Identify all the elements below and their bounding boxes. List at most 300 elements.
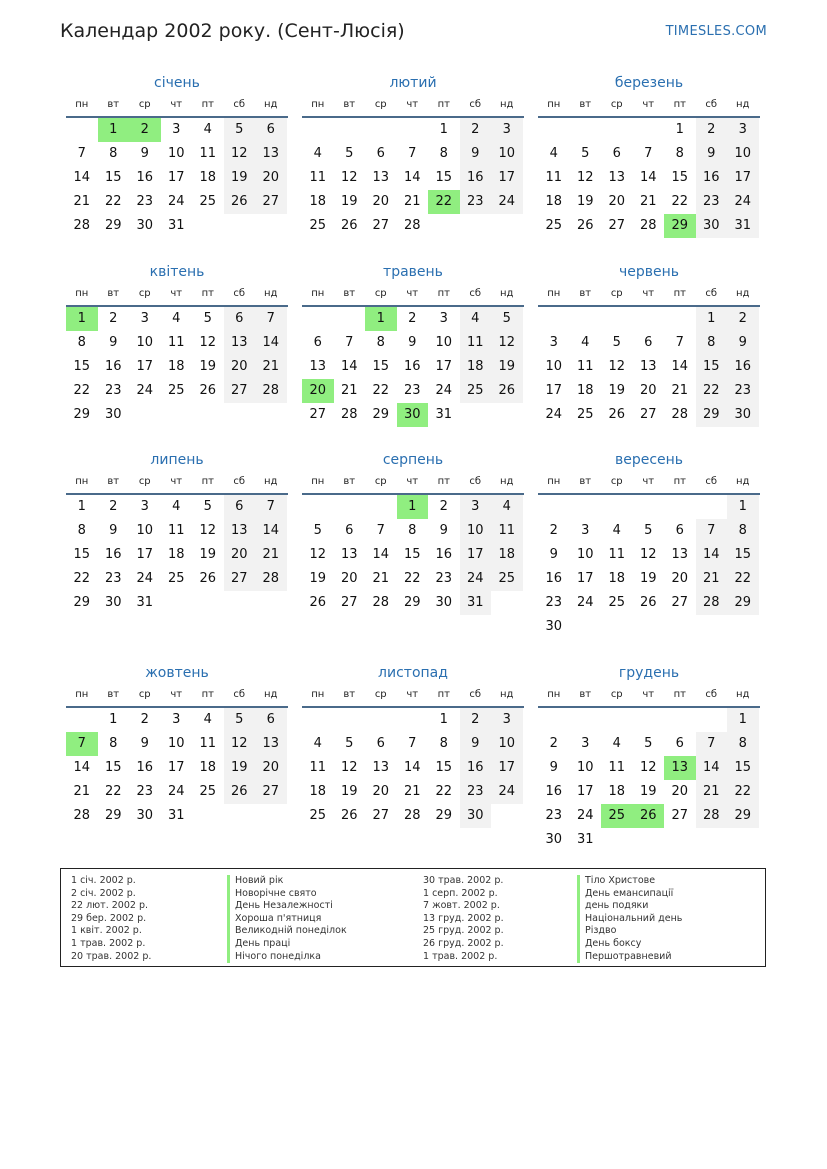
legend-entry: 1 січ. 2002 р.: [71, 875, 136, 886]
month-block: [66, 662, 288, 828]
day-cell: 2: [109, 311, 118, 326]
day-cell: 16: [545, 571, 563, 586]
empty-cell: [727, 828, 759, 852]
month-block: [538, 662, 760, 852]
day-cell: 27: [639, 407, 657, 422]
day-cell: 2: [439, 499, 448, 514]
day-cell: 9: [109, 523, 118, 538]
weekday-label: чт: [642, 99, 655, 110]
day-cell: 26: [340, 808, 358, 823]
empty-cell: [460, 214, 492, 238]
day-cell: 6: [612, 146, 621, 161]
day-cell: 29: [696, 403, 728, 427]
day-cell: 14: [671, 359, 689, 374]
empty-cell: [664, 615, 696, 639]
day-cell: 12: [199, 523, 217, 538]
day-cell: 30: [104, 595, 122, 610]
week-row: [538, 756, 760, 780]
weekday-label: сб: [705, 288, 718, 299]
day-cell: 8: [675, 146, 684, 161]
week-row: [538, 403, 760, 427]
day-cell: 29: [435, 808, 453, 823]
day-cell: 20: [340, 571, 358, 586]
month-name: березень: [614, 75, 684, 91]
legend-entry: 1 трав. 2002 р.: [71, 937, 146, 949]
weekday-label: сб: [233, 476, 246, 487]
day-cell: 31: [727, 214, 759, 238]
week-row: [538, 495, 760, 519]
day-cell: 23: [136, 194, 154, 209]
weekday-label: нд: [264, 99, 278, 110]
day-cell: 21: [403, 194, 421, 209]
day-cell: 26: [224, 780, 256, 804]
week-row: [302, 567, 524, 591]
empty-cell: [334, 495, 366, 519]
day-cell: 16: [104, 547, 122, 562]
day-cell: 9: [549, 760, 558, 775]
legend-entry: Новий рік: [227, 875, 347, 888]
weekday-label: сб: [705, 99, 718, 110]
empty-cell: [365, 118, 397, 142]
weekday-label: вт: [579, 476, 592, 487]
weekday-label: пт: [437, 99, 450, 110]
day-cell: 20: [671, 784, 689, 799]
day-cell: 18: [167, 547, 185, 562]
day-cell: 28: [696, 804, 728, 828]
day-cell: 29: [727, 804, 759, 828]
week-row: [302, 142, 524, 166]
day-cell: 25: [309, 808, 327, 823]
weekday-header: [538, 684, 760, 708]
day-cell: 2: [549, 736, 558, 751]
day-cell: 13: [340, 547, 358, 562]
day-cell: 21: [255, 355, 287, 379]
day-cell: 25: [576, 407, 594, 422]
empty-cell: [601, 495, 633, 519]
legend-dates-left: [71, 875, 151, 963]
day-cell: 20: [639, 383, 657, 398]
day-cell: 1: [675, 122, 684, 137]
empty-cell: [66, 118, 98, 142]
empty-cell: [224, 591, 256, 615]
day-cell: 27: [255, 780, 287, 804]
day-cell: 22: [73, 571, 91, 586]
empty-cell: [696, 615, 728, 639]
day-cell: 4: [172, 311, 181, 326]
week-row: [538, 118, 760, 142]
weekday-label: нд: [500, 99, 514, 110]
empty-cell: [601, 615, 633, 639]
month-name: квітень: [149, 264, 205, 280]
day-cell: 17: [435, 359, 453, 374]
day-cell: 25: [491, 567, 523, 591]
weekday-label: пт: [201, 288, 214, 299]
empty-cell: [633, 828, 665, 852]
week-row: [538, 828, 760, 852]
empty-cell: [664, 708, 696, 732]
weekday-label: пн: [311, 288, 325, 299]
day-cell: 7: [644, 146, 653, 161]
day-cell: 7: [255, 307, 287, 331]
day-cell: 6: [675, 736, 684, 751]
day-cell: 15: [104, 170, 122, 185]
legend-entry: 2 січ. 2002 р.: [71, 887, 136, 899]
day-cell: 10: [727, 142, 759, 166]
day-cell: 16: [435, 547, 453, 562]
day-cell: 5: [345, 146, 354, 161]
day-cell: 3: [727, 118, 759, 142]
legend-entry: День Незалежності: [227, 900, 347, 913]
weekday-label: ср: [138, 476, 151, 487]
day-cell: 4: [203, 712, 212, 727]
weekday-label: сб: [469, 476, 482, 487]
day-cell: 12: [340, 170, 358, 185]
day-cell: 7: [77, 146, 86, 161]
weekday-label: пт: [673, 99, 686, 110]
day-cell: 26: [576, 218, 594, 233]
week-row: [302, 591, 524, 615]
weekday-label: нд: [736, 288, 750, 299]
week-row: [66, 804, 288, 828]
weekday-header: [66, 283, 288, 307]
month-name: грудень: [618, 665, 680, 681]
day-cell: 17: [460, 543, 492, 567]
empty-cell: [192, 591, 224, 615]
day-cell: 23: [104, 383, 122, 398]
week-row: [538, 804, 760, 828]
day-cell: 1: [98, 118, 130, 142]
day-cell: 19: [639, 571, 657, 586]
day-cell: 5: [224, 118, 256, 142]
day-cell: 6: [224, 495, 256, 519]
empty-cell: [633, 708, 665, 732]
day-cell: 4: [172, 499, 181, 514]
legend-entry: Тіло Христове: [577, 875, 682, 888]
day-cell: 7: [376, 523, 385, 538]
day-cell: 28: [403, 218, 421, 233]
day-cell: 6: [224, 307, 256, 331]
day-cell: 15: [727, 543, 759, 567]
week-row: [302, 519, 524, 543]
day-cell: 23: [727, 379, 759, 403]
day-cell: 28: [73, 218, 91, 233]
day-cell: 5: [644, 523, 653, 538]
day-cell: 8: [439, 146, 448, 161]
day-cell: 23: [545, 808, 563, 823]
week-row: [66, 543, 288, 567]
day-cell: 4: [203, 122, 212, 137]
day-cell: 27: [224, 379, 256, 403]
weekday-header: [538, 471, 760, 495]
day-cell: 8: [696, 331, 728, 355]
day-cell: 7: [696, 732, 728, 756]
day-cell: 17: [545, 383, 563, 398]
legend-entry: Великодній понеділок: [227, 925, 347, 938]
day-cell: 15: [372, 359, 390, 374]
day-cell: 4: [612, 736, 621, 751]
empty-cell: [570, 118, 602, 142]
empty-cell: [224, 804, 256, 828]
weekday-label: пн: [547, 476, 561, 487]
empty-cell: [491, 214, 523, 238]
weekday-label: пн: [75, 288, 89, 299]
month-block: [302, 261, 524, 427]
day-cell: 1: [439, 122, 448, 137]
day-cell: 14: [340, 359, 358, 374]
legend-entry: 1 трав. 2002 р.: [423, 950, 498, 962]
day-cell: 17: [167, 760, 185, 775]
weekday-label: нд: [500, 476, 514, 487]
month-name: липень: [150, 452, 204, 468]
day-cell: 3: [549, 335, 558, 350]
day-cell: 6: [255, 708, 287, 732]
weekday-label: пн: [547, 288, 561, 299]
day-cell: 11: [309, 170, 327, 185]
week-row: [66, 166, 288, 190]
week-row: [302, 214, 524, 238]
weekday-label: сб: [705, 476, 718, 487]
week-row: [538, 190, 760, 214]
day-cell: 3: [172, 122, 181, 137]
day-cell: 3: [172, 712, 181, 727]
day-cell: 9: [549, 547, 558, 562]
weekday-header: [538, 94, 760, 118]
day-cell: 24: [576, 595, 594, 610]
empty-cell: [633, 118, 665, 142]
week-row: [538, 732, 760, 756]
day-cell: 1: [727, 495, 759, 519]
weekday-label: ср: [374, 288, 387, 299]
day-cell: 20: [302, 379, 334, 403]
day-cell: 11: [199, 736, 217, 751]
weekday-label: ср: [138, 288, 151, 299]
day-cell: 19: [608, 383, 626, 398]
legend-entry: Нічого понеділка: [227, 951, 347, 964]
day-cell: 14: [255, 331, 287, 355]
day-cell: 9: [696, 142, 728, 166]
day-cell: 16: [727, 355, 759, 379]
day-cell: 25: [460, 379, 492, 403]
weekday-label: чт: [642, 288, 655, 299]
weekday-label: пт: [201, 99, 214, 110]
weekday-label: ср: [138, 689, 151, 700]
day-cell: 3: [140, 499, 149, 514]
empty-cell: [255, 804, 287, 828]
day-cell: 8: [77, 335, 86, 350]
site-link[interactable]: TIMESLES.COM: [665, 24, 767, 39]
weekday-label: вт: [107, 476, 120, 487]
day-cell: 12: [608, 359, 626, 374]
weekday-label: чт: [170, 288, 183, 299]
week-row: [66, 142, 288, 166]
day-cell: 30: [136, 218, 154, 233]
week-row: [302, 307, 524, 331]
day-cell: 4: [313, 146, 322, 161]
weekday-label: чт: [170, 689, 183, 700]
day-cell: 5: [612, 335, 621, 350]
day-cell: 6: [376, 736, 385, 751]
day-cell: 1: [397, 495, 429, 519]
day-cell: 12: [199, 335, 217, 350]
week-row: [66, 567, 288, 591]
day-cell: 14: [255, 519, 287, 543]
day-cell: 10: [167, 146, 185, 161]
week-row: [66, 403, 288, 427]
day-cell: 21: [372, 571, 390, 586]
weekday-label: пн: [311, 99, 325, 110]
day-cell: 28: [696, 591, 728, 615]
day-cell: 29: [372, 407, 390, 422]
day-cell: 11: [608, 760, 626, 775]
weekday-label: ср: [610, 689, 623, 700]
day-cell: 12: [224, 732, 256, 756]
empty-cell: [538, 118, 570, 142]
day-cell: 19: [576, 194, 594, 209]
month-name: жовтень: [145, 665, 209, 681]
day-cell: 21: [340, 383, 358, 398]
week-row: [66, 331, 288, 355]
day-cell: 18: [460, 355, 492, 379]
day-cell: 20: [255, 166, 287, 190]
week-row: [538, 166, 760, 190]
day-cell: 23: [136, 784, 154, 799]
day-cell: 1: [109, 712, 118, 727]
day-cell: 25: [199, 784, 217, 799]
day-cell: 12: [224, 142, 256, 166]
week-row: [302, 166, 524, 190]
empty-cell: [460, 403, 492, 427]
day-cell: 30: [397, 403, 429, 427]
day-cell: 5: [491, 307, 523, 331]
empty-cell: [538, 307, 570, 331]
day-cell: 7: [408, 736, 417, 751]
day-cell: 28: [372, 595, 390, 610]
day-cell: 27: [608, 218, 626, 233]
day-cell: 10: [491, 732, 523, 756]
empty-cell: [255, 214, 287, 238]
day-cell: 13: [255, 142, 287, 166]
empty-cell: [428, 214, 460, 238]
day-cell: 10: [545, 359, 563, 374]
day-cell: 24: [136, 571, 154, 586]
month-block: [538, 72, 760, 238]
empty-cell: [66, 708, 98, 732]
weekday-label: чт: [642, 476, 655, 487]
day-cell: 18: [309, 784, 327, 799]
empty-cell: [633, 615, 665, 639]
day-cell: 26: [199, 383, 217, 398]
week-row: [538, 214, 760, 238]
day-cell: 20: [372, 784, 390, 799]
day-cell: 9: [460, 732, 492, 756]
week-row: [538, 355, 760, 379]
day-cell: 27: [340, 595, 358, 610]
empty-cell: [334, 708, 366, 732]
month-block: [66, 72, 288, 238]
day-cell: 13: [224, 331, 256, 355]
day-cell: 3: [491, 708, 523, 732]
day-cell: 29: [73, 595, 91, 610]
week-row: [66, 756, 288, 780]
day-cell: 7: [408, 146, 417, 161]
weekday-label: пт: [201, 689, 214, 700]
week-row: [538, 142, 760, 166]
week-row: [302, 403, 524, 427]
week-row: [302, 190, 524, 214]
weekday-label: вт: [579, 288, 592, 299]
day-cell: 13: [671, 547, 689, 562]
week-row: [302, 732, 524, 756]
day-cell: 24: [435, 383, 453, 398]
day-cell: 11: [460, 331, 492, 355]
weekday-label: нд: [500, 689, 514, 700]
day-cell: 17: [167, 170, 185, 185]
day-cell: 22: [104, 784, 122, 799]
day-cell: 5: [313, 523, 322, 538]
week-row: [66, 591, 288, 615]
week-row: [302, 495, 524, 519]
day-cell: 22: [428, 190, 460, 214]
day-cell: 14: [403, 760, 421, 775]
day-cell: 8: [109, 146, 118, 161]
day-cell: 20: [255, 756, 287, 780]
day-cell: 17: [576, 571, 594, 586]
page-title: Календар 2002 року. (Сент-Люсія): [60, 20, 405, 42]
day-cell: 5: [224, 708, 256, 732]
empty-cell: [192, 214, 224, 238]
day-cell: 18: [491, 543, 523, 567]
day-cell: 3: [439, 311, 448, 326]
legend-entry: День боксу: [577, 938, 682, 951]
day-cell: 1: [727, 708, 759, 732]
empty-cell: [334, 118, 366, 142]
weekday-label: вт: [343, 476, 356, 487]
empty-cell: [365, 495, 397, 519]
empty-cell: [570, 615, 602, 639]
day-cell: 5: [581, 146, 590, 161]
day-cell: 12: [639, 760, 657, 775]
day-cell: 5: [203, 499, 212, 514]
day-cell: 9: [439, 523, 448, 538]
empty-cell: [664, 495, 696, 519]
day-cell: 22: [727, 780, 759, 804]
day-cell: 14: [73, 760, 91, 775]
day-cell: 17: [136, 359, 154, 374]
day-cell: 20: [224, 355, 256, 379]
day-cell: 16: [460, 166, 492, 190]
weekday-label: сб: [705, 689, 718, 700]
day-cell: 15: [435, 760, 453, 775]
day-cell: 15: [73, 359, 91, 374]
day-cell: 26: [309, 595, 327, 610]
day-cell: 11: [167, 523, 185, 538]
day-cell: 2: [727, 307, 759, 331]
day-cell: 26: [340, 218, 358, 233]
legend-entry: 20 трав. 2002 р.: [71, 950, 152, 962]
day-cell: 22: [727, 567, 759, 591]
weekday-label: пт: [201, 476, 214, 487]
weekday-label: ср: [374, 99, 387, 110]
day-cell: 24: [167, 784, 185, 799]
day-cell: 15: [435, 170, 453, 185]
legend-names-right: [577, 875, 682, 963]
weekday-label: пн: [547, 689, 561, 700]
empty-cell: [255, 403, 287, 427]
day-cell: 6: [644, 335, 653, 350]
day-cell: 23: [435, 571, 453, 586]
day-cell: 8: [77, 523, 86, 538]
day-cell: 6: [313, 335, 322, 350]
